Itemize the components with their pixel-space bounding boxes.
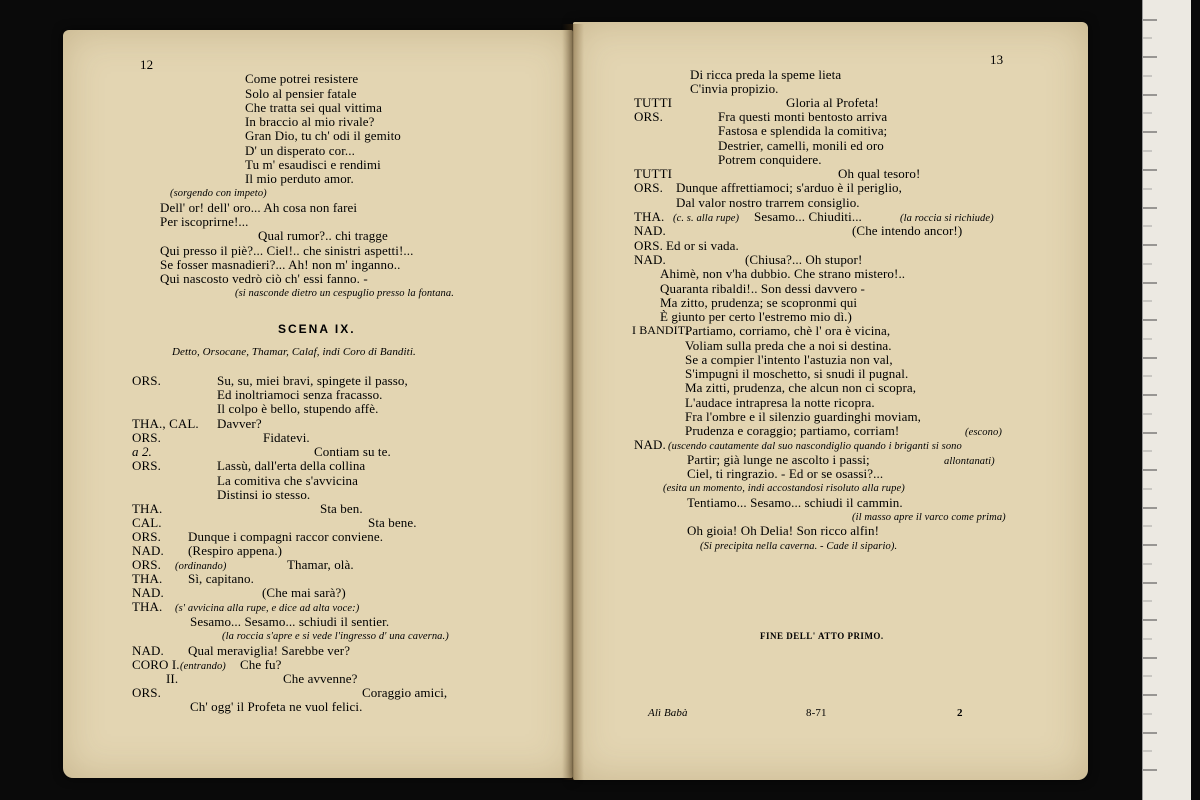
scene-heading: SCENA IX. [278, 322, 356, 336]
verse-line: Oh qual tesoro! [838, 166, 921, 181]
verse-line: Ch' ogg' il Profeta ne vuol felici. [190, 699, 363, 714]
speaker-label: NAD. [634, 252, 666, 267]
verse-line: Ahimè, non v'ha dubbio. Che strano mistero!.. [660, 266, 906, 281]
verse-line: Voliam sulla preda che a noi si destina. [685, 338, 892, 353]
verse-line: (Respiro appena.) [188, 543, 283, 558]
act-end-label: FINE DELL' ATTO PRIMO. [760, 631, 884, 641]
footer-title: Alì Babà [648, 707, 688, 719]
verse-line: Potrem conquidere. [718, 152, 822, 167]
verse-line: Che tratta sei qual vittima [245, 100, 382, 115]
speaker-label: THA. [132, 501, 163, 516]
verse-line: Il mio perduto amor. [245, 171, 354, 186]
stage-direction: (esita un momento, indi accostandosi risoluto alla rupe) [663, 483, 905, 494]
stage-direction: (la roccia s'apre e si vede l'ingresso d' una caverna.) [222, 631, 449, 642]
measuring-ruler [1142, 0, 1191, 800]
verse-line: Solo al pensier fatale [245, 86, 357, 101]
speaker-label: ORS. [634, 238, 663, 253]
verse-line: Qual meraviglia! Sarebbe ver? [188, 643, 351, 658]
speaker-label: NAD. [132, 543, 164, 558]
page-number: 12 [140, 57, 154, 72]
stage-direction: (la roccia si richiude) [900, 213, 994, 224]
stage-direction: (si nasconde dietro un cespuglio presso la fontana. [235, 288, 454, 299]
speaker-label: THA. [132, 571, 163, 586]
verse-line: Sta bene. [368, 515, 417, 530]
speaker-label: TUTTI [634, 166, 673, 181]
stage-direction: (escono) [965, 427, 1002, 438]
verse-line: Se a compier l'intento l'astuzia non val, [685, 352, 893, 367]
verse-line: Fra questi monti bentosto arriva [718, 109, 888, 124]
verse-line: Ma zitti, prudenza, che alcun non ci scopra, [685, 380, 917, 395]
verse-line: Qui nascosto vedrò ciò ch' essi fanno. - [160, 271, 368, 286]
verse-line: Che fu? [240, 657, 282, 672]
verse-line: Distinsi io stesso. [217, 487, 311, 502]
speaker-label: NAD. [634, 437, 666, 452]
verse-line: È giunto per certo l'estremo mio dì.) [660, 309, 852, 324]
verse-line: Il colpo è bello, stupendo affè. [217, 401, 379, 416]
stage-direction: (sorgendo con impeto) [170, 188, 267, 199]
verse-line: Tentiamo... Sesamo... schiudi il cammin. [687, 495, 903, 510]
verse-line: Sì, capitano. [188, 571, 254, 586]
verse-line: Destrier, camelli, monili ed oro [718, 138, 884, 153]
verse-line: Di ricca preda la speme lieta [690, 67, 842, 82]
speaker-label: NAD. [132, 585, 164, 600]
speaker-label: NAD. [634, 223, 666, 238]
verse-line: Se fosser masnadieri?... Ah! non m' inganno.. [160, 257, 401, 272]
speaker-label: TUTTI [634, 95, 673, 110]
verse-line: Oh gioia! Oh Delia! Son ricco alfin! [687, 523, 880, 538]
verse-line: Qui presso il piè?... Ciel!.. che sinistri aspetti!... [160, 243, 414, 258]
verse-line: (Chiusa?... Oh stupor! [745, 252, 863, 267]
verse-line: Tu m' esaudisci e rendimi [245, 157, 381, 172]
page-number: 13 [990, 52, 1004, 67]
speaker-label: ORS. [132, 529, 161, 544]
verse-line: Ciel, ti ringrazio. - Ed or se osassi?... [687, 466, 884, 481]
stage-direction: allontanati) [944, 456, 995, 467]
verse-line: Dunque affrettiamoci; s'arduo è il periglio, [676, 180, 902, 195]
verse-line: Gloria al Profeta! [786, 95, 879, 110]
speaker-label: ORS. [634, 109, 663, 124]
verse-line: Qual rumor?.. chi tragge [258, 228, 388, 243]
stage-direction: (entrando) [180, 661, 226, 672]
speaker-label: ORS. [132, 430, 161, 445]
stage-direction: (s' avvicina alla rupe, e dice ad alta voce:) [175, 603, 360, 614]
verse-line: Fra l'ombre e il silenzio guardinghi moviam, [685, 409, 922, 424]
verse-line: Contiam su te. [314, 444, 391, 459]
stage-direction: (ordinando) [175, 561, 227, 572]
verse-line: Che avvenne? [283, 671, 358, 686]
speaker-label: I BANDITI [632, 323, 690, 337]
speaker-label: ORS. [132, 685, 161, 700]
verse-line: Sesamo... Sesamo... schiudi il sentier. [190, 614, 390, 629]
verse-line: (Che mai sarà?) [262, 585, 346, 600]
speaker-label: THA. [634, 209, 665, 224]
speaker-label: CORO I. [132, 657, 180, 672]
verse-line: Su, su, miei bravi, spingete il passo, [217, 373, 408, 388]
speaker-label: THA. [132, 599, 163, 614]
verse-line: Coraggio amici, [362, 685, 448, 700]
verse-line: C'invia propizio. [690, 81, 779, 96]
verse-line: Lassù, dall'erta della collina [217, 458, 366, 473]
verse-line: Fidatevi. [263, 430, 310, 445]
verse-line: Dunque i compagni raccor conviene. [188, 529, 384, 544]
verse-line: D' un disperato cor... [245, 143, 355, 158]
speaker-label: THA., CAL. [132, 416, 199, 431]
verse-line: Fastosa e splendida la comitiva; [718, 123, 888, 138]
verse-line: Partir; già lunge ne ascolto i passi; [687, 452, 870, 467]
verse-line: Davver? [217, 416, 262, 431]
speaker-label: CAL. [132, 515, 162, 530]
verse-line: Prudenza e coraggio; partiamo, corriam! [685, 423, 900, 438]
verse-line: In braccio al mio rivale? [245, 114, 375, 129]
stage-direction: (Si precipita nella caverna. - Cade il sipario). [700, 541, 898, 552]
verse-line: Partiamo, corriamo, chè l' ora è vicina, [685, 323, 891, 338]
verse-line: Sta ben. [320, 501, 363, 516]
speaker-label: ORS. [132, 557, 161, 572]
stage-direction: (il masso apre il varco come prima) [852, 512, 1006, 523]
speaker-label: ORS. [132, 458, 161, 473]
verse-line: Dal valor nostro trarrem consiglio. [676, 195, 860, 210]
verse-line: Ed or si vada. [666, 238, 739, 253]
verse-line: Ed inoltriamoci senza fracasso. [217, 387, 383, 402]
verse-line: Gran Dio, tu ch' odi il gemito [245, 128, 401, 143]
speaker-label: ORS. [132, 373, 161, 388]
ruler-ticks [1143, 0, 1191, 800]
signature-number: 2 [957, 707, 963, 719]
speaker-label: II. [166, 671, 179, 686]
verse-line: La comitiva che s'avvicina [217, 473, 359, 488]
verse-line: Come potrei resistere [245, 71, 359, 86]
speaker-label: NAD. [132, 643, 164, 658]
stage-direction: (c. s. alla rupe) [673, 213, 740, 224]
verse-line: Per iscoprirne!... [160, 214, 249, 229]
verse-line: S'impugni il moschetto, si snudi il pugnal. [685, 366, 909, 381]
verse-line: Dell' or! dell' oro... Ah cosa non farei [160, 200, 358, 215]
book-gutter [562, 24, 584, 780]
stage-direction: (uscendo cautamente dal suo nascondiglio quando i briganti si sono [668, 441, 962, 452]
verse-line: Sesamo... Chiuditi... [754, 209, 862, 224]
footer-code: 8-71 [806, 707, 827, 719]
speaker-label: ORS. [634, 180, 663, 195]
verse-line: (Che intendo ancor!) [852, 223, 963, 238]
verse-line: Ma zitto, prudenza; se scopronmi qui [660, 295, 858, 310]
verse-line: L'audace intrapresa la notte ricopra. [685, 395, 875, 410]
scene-characters: Detto, Orsocane, Thamar, Calaf, indi Coro di Banditi. [172, 346, 416, 358]
speaker-label: a 2. [132, 444, 152, 459]
verse-line: Quaranta ribaldi!.. Son dessi davvero - [660, 281, 865, 296]
verse-line: Thamar, olà. [287, 557, 354, 572]
